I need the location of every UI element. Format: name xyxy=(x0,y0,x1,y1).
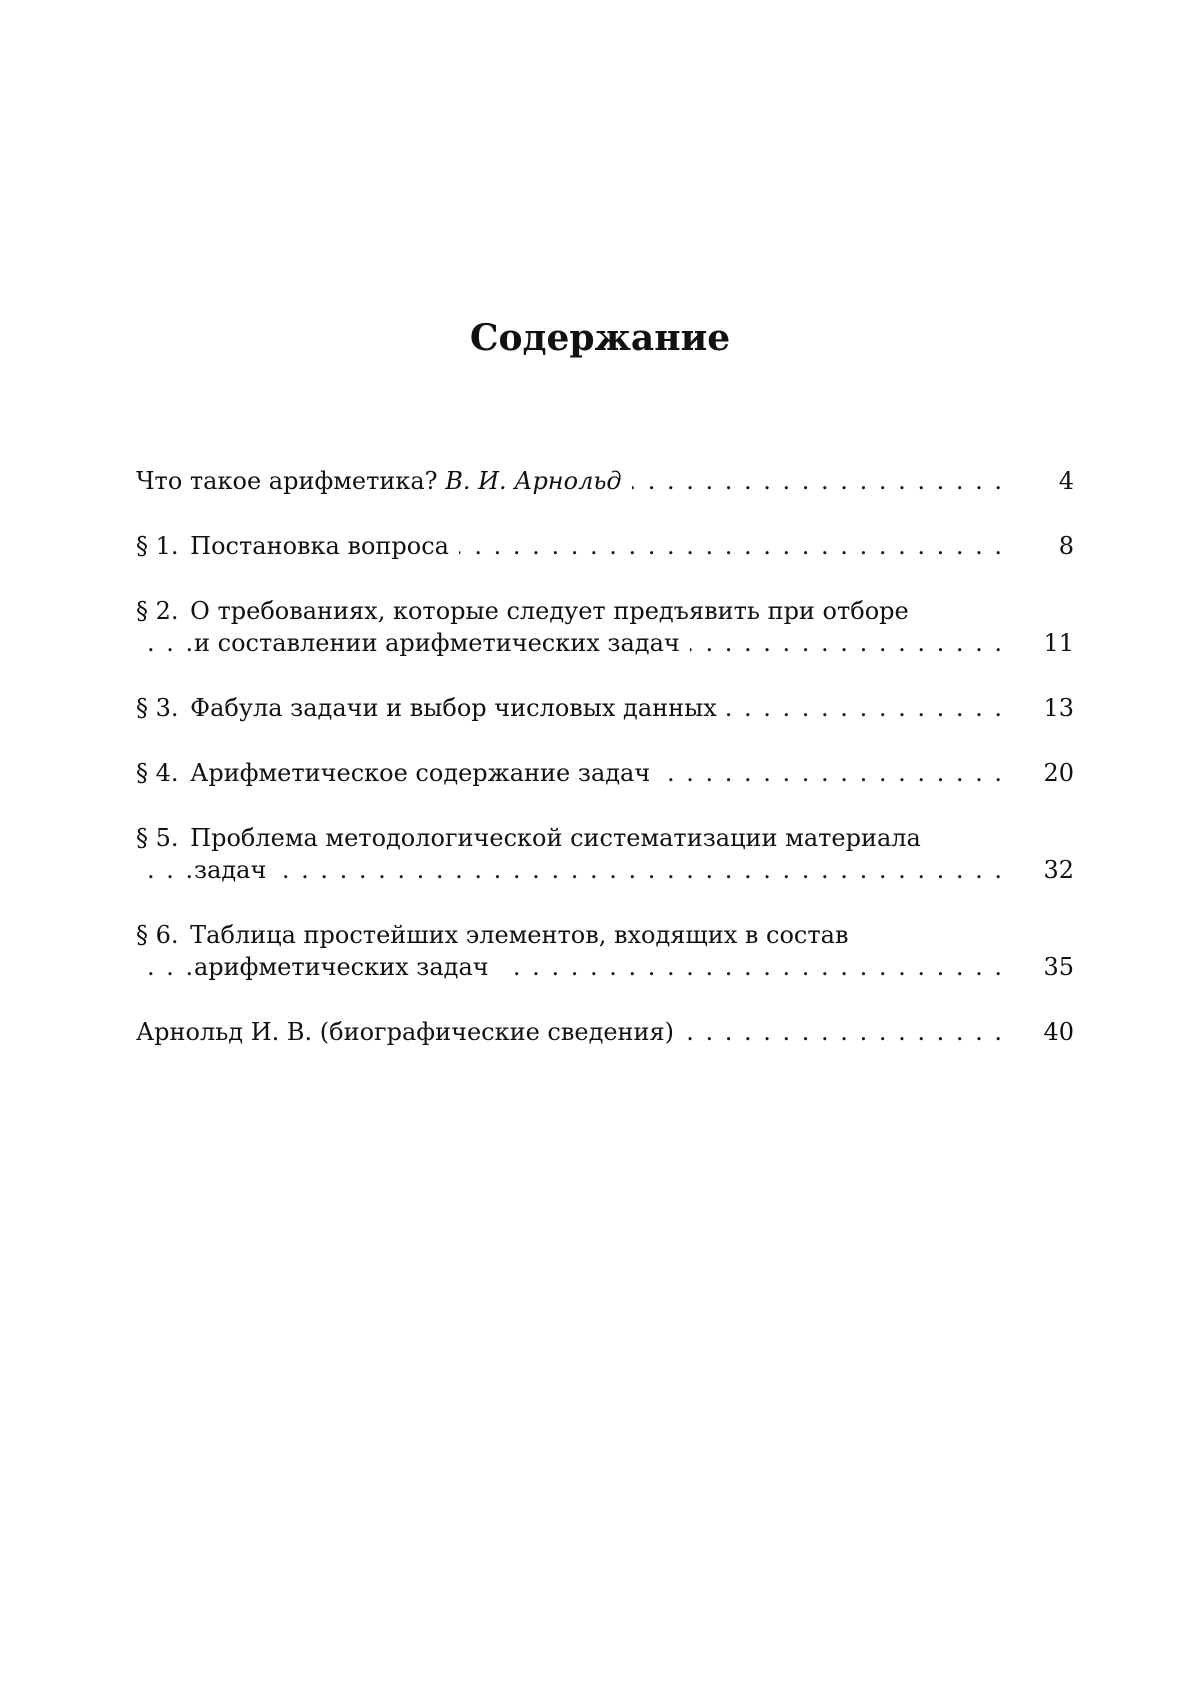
toc-page-number: 11 xyxy=(1004,627,1074,659)
toc-entry-line xyxy=(136,627,1074,659)
toc-page-number: 8 xyxy=(1004,530,1074,562)
toc-entry-biography[interactable] xyxy=(136,1016,1074,1048)
toc-entry-line xyxy=(136,822,1074,854)
toc-section-number: § 4. xyxy=(136,759,179,787)
toc-page-number: 32 xyxy=(1004,854,1074,886)
toc-page-number: 4 xyxy=(1004,465,1074,497)
toc-section-number: § 3. xyxy=(136,694,179,722)
toc-entry-text xyxy=(136,467,632,495)
toc-entry-section-2[interactable] xyxy=(136,595,1074,659)
toc-page-number: 20 xyxy=(1004,757,1074,789)
toc-entry-line xyxy=(136,465,1074,497)
toc-section-number: § 2. xyxy=(136,597,179,625)
toc-entry-title: Таблица простейших элементов, входящих в состав xyxy=(190,921,849,949)
toc-entry-line xyxy=(136,919,1074,951)
toc-entry-section-1[interactable] xyxy=(136,530,1074,562)
toc-entry-title: Арифметическое содержание задач xyxy=(190,759,651,787)
toc-section-number: § 1. xyxy=(136,532,179,560)
toc-section-number: § 6. xyxy=(136,921,179,949)
toc-entry-title-cont: задач xyxy=(194,856,276,884)
toc-entry-title: Что такое арифметика? xyxy=(136,467,438,495)
toc-entry-section-5[interactable] xyxy=(136,822,1074,886)
toc-entry-title-cont: арифметических задач xyxy=(194,953,499,981)
page-title: Содержание xyxy=(469,317,731,359)
toc-page-number: 35 xyxy=(1004,951,1074,983)
toc-entry-line xyxy=(136,854,1074,886)
toc-section-number: § 5. xyxy=(136,824,179,852)
toc-page-number: 13 xyxy=(1004,692,1074,724)
toc-entry-arithmetic-intro[interactable] xyxy=(136,465,1074,497)
toc-entry-line xyxy=(136,757,1074,789)
toc-entry-text xyxy=(136,694,727,722)
toc-entry-line xyxy=(136,595,1074,627)
toc-entry-section-4[interactable] xyxy=(136,757,1074,789)
toc-entry-title-cont: и составлении арифметических задач xyxy=(194,629,690,657)
toc-entry-text xyxy=(136,532,459,560)
toc-entry-line xyxy=(136,1016,1074,1048)
toc-entry-line xyxy=(136,530,1074,562)
toc-entry-section-3[interactable] xyxy=(136,692,1074,724)
toc-entry-text xyxy=(136,759,660,787)
toc-entry-title: Арнольд И. В. (биографические сведения) xyxy=(136,1018,684,1046)
toc-page-number: 40 xyxy=(1004,1016,1074,1048)
toc-entry-line xyxy=(136,951,1074,983)
toc-entry-title: Постановка вопроса xyxy=(190,532,449,560)
toc-entry-author: В. И. Арнольд xyxy=(445,467,622,495)
toc-entry-title: Проблема методологической систематизации материала xyxy=(190,824,921,852)
toc-entry-title: Фабула задачи и выбор числовых данных xyxy=(190,694,717,722)
toc-entry-section-6[interactable] xyxy=(136,919,1074,983)
toc-entry-line xyxy=(136,692,1074,724)
toc-entry-title: О требованиях, которые следует предъявить при отборе xyxy=(190,597,909,625)
table-of-contents xyxy=(136,465,1074,1081)
